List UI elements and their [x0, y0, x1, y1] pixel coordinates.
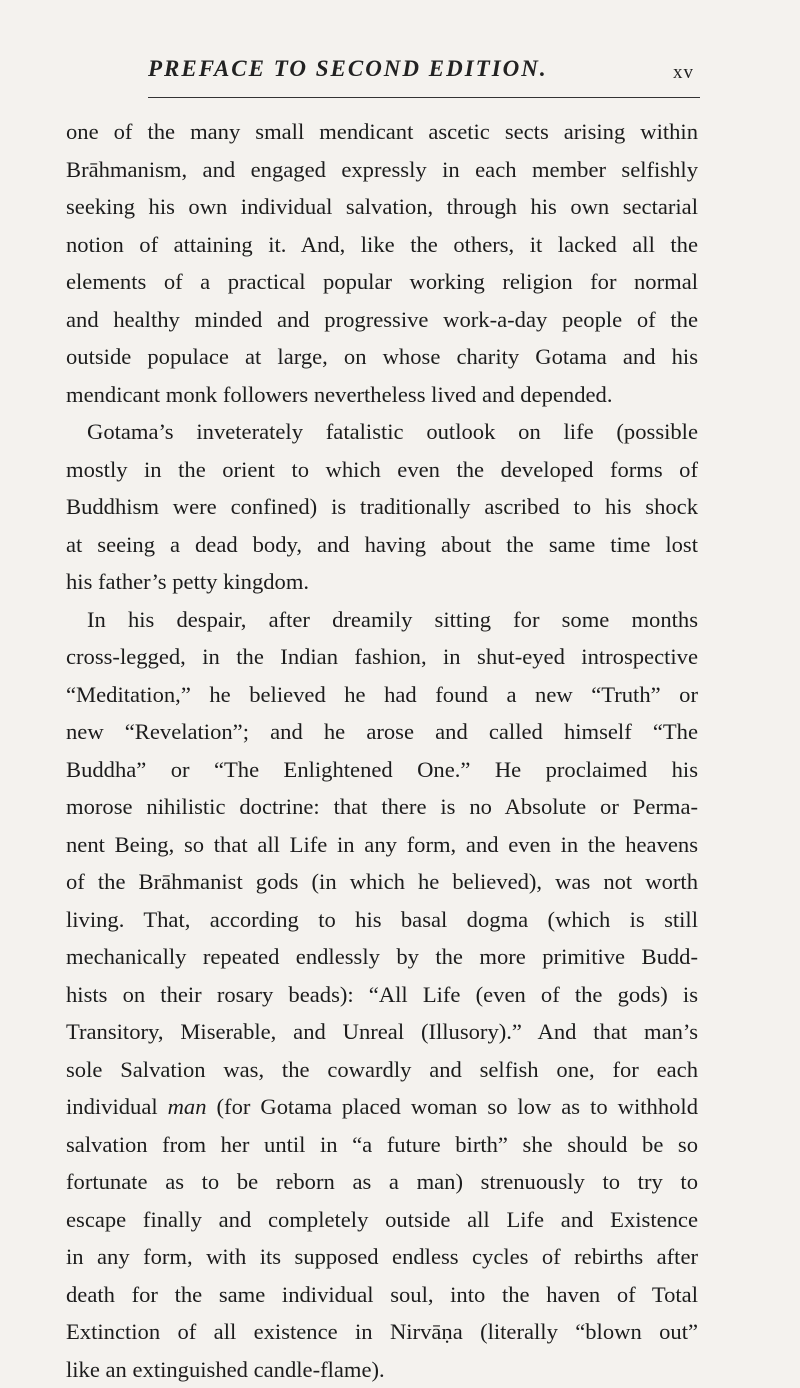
- text-line: Extinction of all existence in Nirvāṇa (literally “blown out”: [66, 1313, 698, 1351]
- text-line: mechanically repeated endlessly by the more primitive Budd-: [66, 938, 698, 976]
- text-line: of the Brāhmanist gods (in which he believed), was not worth: [66, 863, 698, 901]
- text-line: one of the many small mendicant ascetic sects arising within: [66, 113, 698, 151]
- header-rule: [148, 97, 700, 98]
- text-line: Transitory, Miserable, and Unreal (Illusory).” And that man’s: [66, 1013, 698, 1051]
- text-line: in any form, with its supposed endless cycles of rebirths after: [66, 1238, 698, 1276]
- text-line: elements of a practical popular working religion for normal: [66, 263, 698, 301]
- text-line: outside populace at large, on whose charity Gotama and his: [66, 338, 698, 376]
- text-line: Buddha” or “The Enlightened One.” He proclaimed his: [66, 751, 698, 789]
- text-line: notion of attaining it. And, like the others, it lacked all the: [66, 226, 698, 264]
- text-line: nent Being, so that all Life in any form, and even in the heavens: [66, 826, 698, 864]
- text-line: Buddhism were confined) is traditionally ascribed to his shock: [66, 488, 698, 526]
- page-number: xv: [673, 62, 694, 84]
- text-line: living. That, according to his basal dogma (which is still: [66, 901, 698, 939]
- emphasized-word: man: [168, 1094, 207, 1119]
- text-line: fortunate as to be reborn as a man) strenuously to try to: [66, 1163, 698, 1201]
- running-head: PREFACE TO SECOND EDITION.: [148, 56, 548, 82]
- text-line: mostly in the orient to which even the developed forms of: [66, 451, 698, 489]
- text-line: his father’s petty kingdom.: [66, 563, 698, 601]
- text-line: Brāhmanism, and engaged expressly in each member selfishly: [66, 151, 698, 189]
- text-line: new “Revelation”; and he arose and called himself “The: [66, 713, 698, 751]
- body-text: [66, 113, 698, 1388]
- text-line: like an extinguished candle-flame).: [66, 1351, 698, 1388]
- text-line: escape finally and completely outside all Life and Existence: [66, 1201, 698, 1239]
- text-line: seeking his own individual salvation, through his own sectarial: [66, 188, 698, 226]
- text-line: death for the same individual soul, into the haven of Total: [66, 1276, 698, 1314]
- text-line: [66, 1088, 698, 1126]
- text-line: In his despair, after dreamily sitting for some months: [66, 601, 698, 639]
- text-line: and healthy minded and progressive work-a-day people of the: [66, 301, 698, 339]
- text-line: sole Salvation was, the cowardly and selfish one, for each: [66, 1051, 698, 1089]
- text-line: mendicant monk followers nevertheless lived and depended.: [66, 376, 698, 414]
- page-header: [148, 56, 708, 88]
- text-line: hists on their rosary beads): “All Life (even of the gods) is: [66, 976, 698, 1014]
- text-line: “Meditation,” he believed he had found a new “Truth” or: [66, 676, 698, 714]
- text-line: Gotama’s inveterately fatalistic outlook on life (possible: [66, 413, 698, 451]
- text-line: cross-legged, in the Indian fashion, in shut-eyed introspective: [66, 638, 698, 676]
- text-line: morose nihilistic doctrine: that there is no Absolute or Perma-: [66, 788, 698, 826]
- text-segment: (for Gotama placed woman so low as to withhold: [207, 1094, 698, 1119]
- text-segment: individual: [66, 1094, 168, 1119]
- text-line: at seeing a dead body, and having about the same time lost: [66, 526, 698, 564]
- text-line: salvation from her until in “a future birth” she should be so: [66, 1126, 698, 1164]
